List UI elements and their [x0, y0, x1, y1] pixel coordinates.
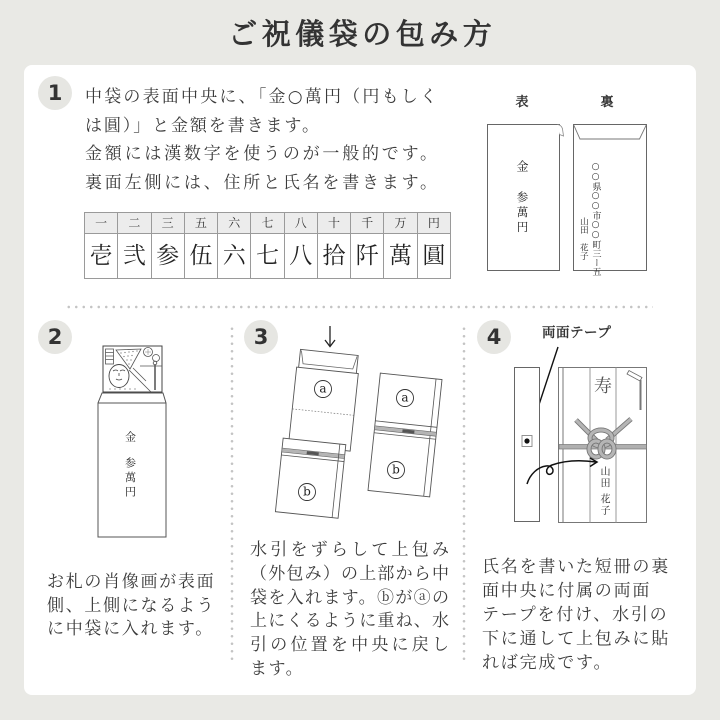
text-line: （外包み）の上部から中 [250, 563, 449, 584]
arrow-down-icon [325, 326, 335, 347]
label-a: a [401, 390, 409, 405]
text-line: 中袋の表面中央に、「金○萬円（円もしく [85, 87, 437, 107]
step-2-envelope-illustration [90, 340, 175, 545]
text-line: お札の肖像画が表面 [47, 572, 216, 592]
step-3-description [250, 539, 449, 682]
text-line: 袋を入れます。ⓑがⓐの [250, 587, 449, 608]
numeral-common-cell: 六 [218, 213, 251, 234]
numeral-formal-cell: 八 [284, 234, 317, 279]
step-2-description [47, 571, 215, 642]
kotobuki-text: 寿 [594, 376, 612, 397]
label-b: b [392, 462, 400, 477]
text-line: 水引をずらして上包み [250, 540, 449, 560]
numeral-common-cell: 三 [151, 213, 184, 234]
front-kin-text: 金 [515, 160, 529, 172]
text-line: 下に通して上包みに貼 [482, 629, 670, 649]
numeral-formal-cell: 阡 [351, 234, 384, 279]
double-sided-tape-callout: 両面テープ [542, 325, 612, 341]
numeral-formal-cell: 七 [251, 234, 284, 279]
text-line: 面中央に付属の両面 [482, 581, 652, 601]
numeral-common-cell: 七 [251, 213, 284, 234]
numeral-formal-cell: 参 [151, 234, 184, 279]
numeral-common-cell: 十 [317, 213, 350, 234]
front-label: 表 [515, 95, 529, 110]
vertical-dotted-divider [230, 325, 234, 665]
label-b: b [303, 484, 311, 499]
envelope-amount-text: 参萬円 [123, 457, 137, 501]
back-address-text: ○○県○○市○○町三ー五 [590, 162, 601, 276]
formal-numeral-row [85, 234, 451, 279]
common-numeral-row [85, 213, 451, 234]
numeral-formal-cell: 六 [218, 234, 251, 279]
back-label: 裏 [600, 95, 614, 110]
text-line: 裏面左側には、住所と氏名を書きます。 [85, 172, 437, 193]
envelope-being-inserted [275, 349, 360, 519]
step-1-envelope-illustration [480, 115, 655, 275]
step-4-finishing-illustration [505, 340, 655, 530]
front-amount-text: 参萬円 [515, 191, 530, 236]
horizontal-dotted-divider [65, 305, 653, 309]
envelope-kin-text: 金 [123, 431, 137, 442]
numeral-formal-cell: 壱 [85, 234, 118, 279]
step-2-badge: 2 [38, 320, 72, 354]
numeral-common-cell: 円 [417, 213, 450, 234]
step-1-description [85, 83, 437, 197]
numeral-common-cell: 万 [384, 213, 417, 234]
numeral-formal-cell: 伍 [184, 234, 217, 279]
step-4-badge: 4 [477, 320, 511, 354]
step-4-description [482, 555, 670, 675]
tanzaku-name-text: 山田 花子 [598, 466, 609, 517]
numeral-common-cell: 千 [351, 213, 384, 234]
tape-marker-dot [524, 438, 529, 443]
text-line: は圓）」と金額を書きます。 [85, 115, 321, 136]
text-line: 上にくるように重ね、水 [250, 611, 449, 632]
vertical-dotted-divider [462, 325, 466, 665]
numeral-common-cell: 八 [284, 213, 317, 234]
text-line: れば完成です。 [482, 653, 613, 673]
step-3-wrapping-illustration [270, 320, 455, 525]
numeral-common-cell: 一 [85, 213, 118, 234]
text-line: 氏名を書いた短冊の裏 [482, 557, 670, 577]
numeral-common-cell: 二 [118, 213, 151, 234]
text-line: テープを付け、水引の [482, 605, 669, 625]
numeral-formal-cell: 萬 [384, 234, 417, 279]
kanji-numeral-table [84, 212, 451, 279]
numeral-common-cell: 五 [184, 213, 217, 234]
step-1-badge: 1 [38, 76, 72, 110]
text-line: 金額には漢数字を使うのが一般的です。 [85, 144, 437, 165]
step-3-badge: 3 [244, 320, 278, 354]
text-line: 引の位置を中央に戻し [250, 635, 449, 656]
banknote-illustration [103, 346, 162, 392]
text-line: 側、上側になるよう [47, 595, 216, 616]
label-a: a [319, 381, 327, 396]
numeral-formal-cell: 圓 [417, 234, 450, 279]
numeral-formal-cell: 拾 [317, 234, 350, 279]
back-name-text: 山田 花子 [578, 217, 589, 260]
numeral-formal-cell: 弐 [118, 234, 151, 279]
page-title: ご祝儀袋の包み方 [228, 17, 497, 51]
text-line: に中袋に入れます。 [47, 619, 214, 640]
text-line: ます。 [250, 658, 305, 679]
